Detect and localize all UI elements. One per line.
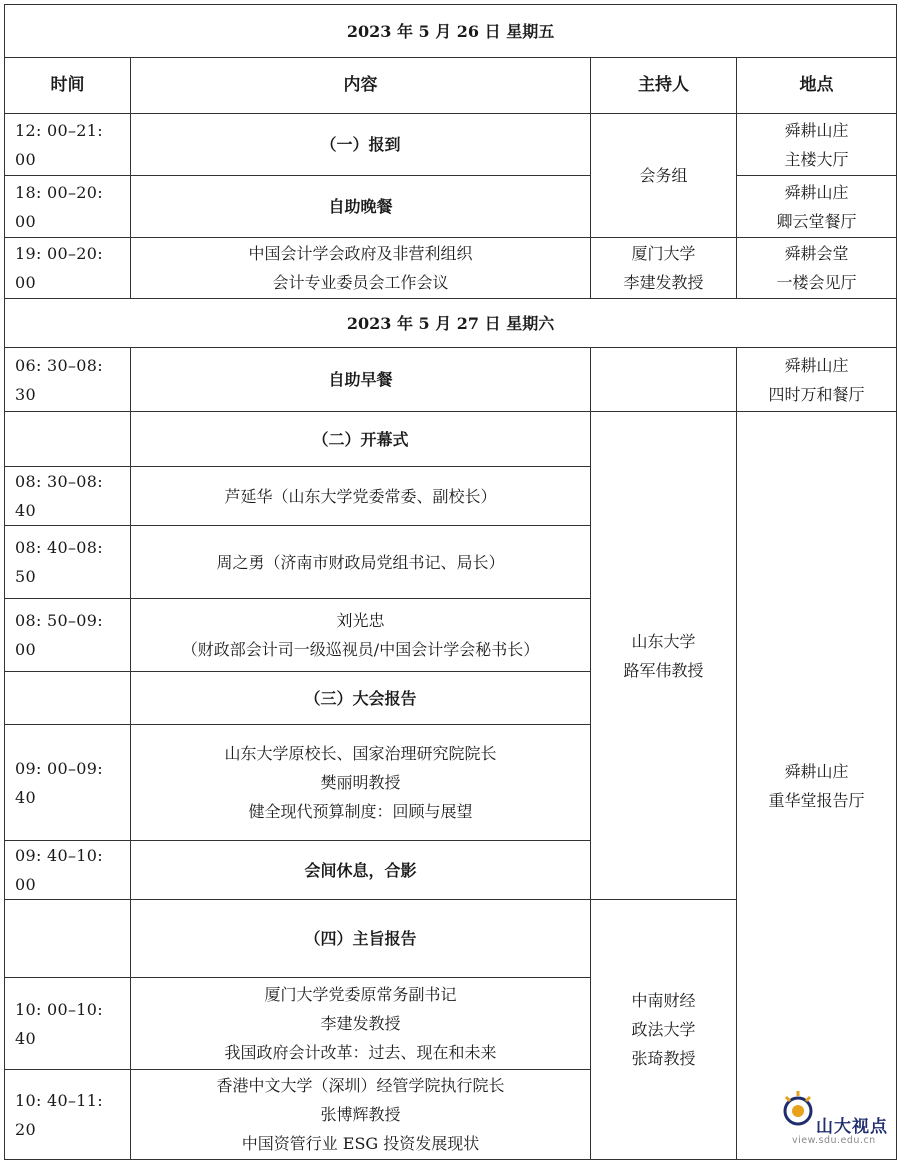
host-cell: 会务组 (591, 114, 737, 238)
host-line: 张琦教授 (631, 1049, 696, 1068)
section-row (5, 412, 897, 467)
content-cell (131, 1070, 591, 1160)
time-cell: 10: 00–10: 40 (5, 978, 131, 1070)
content-line: 李建发教授 (320, 1014, 401, 1033)
content-cell: 会间休息，合影 (131, 841, 591, 900)
place-cell (737, 176, 897, 238)
table-row (5, 176, 897, 238)
place-line: 舜耕山庄 (784, 120, 849, 140)
header-row (5, 58, 897, 114)
place-line: 主楼大厅 (784, 149, 849, 169)
time-cell: 08: 50–09: 00 (5, 599, 131, 672)
time-cell-empty (5, 412, 131, 467)
section-title: （二）开幕式 (131, 412, 591, 467)
host-line: 厦门大学 (631, 244, 696, 263)
content-line: 山东大学原校长、国家治理研究院院长 (224, 744, 497, 763)
time-cell: 09: 00–09: 40 (5, 725, 131, 841)
host-line: 政法大学 (631, 1020, 696, 1039)
content-cell (131, 725, 591, 841)
time-cell-empty (5, 900, 131, 978)
time-cell: 06: 30–08: 30 (5, 348, 131, 412)
time-cell: 08: 40–08: 50 (5, 526, 131, 599)
header-content: 内容 (131, 58, 591, 114)
time-cell: 10: 40–11: 20 (5, 1070, 131, 1160)
table-row (5, 348, 897, 412)
content-cell: 自助早餐 (131, 348, 591, 412)
header-place: 地点 (737, 58, 897, 114)
content-line: 我国政府会计改革：过去、现在和未来 (224, 1043, 497, 1062)
watermark-name: 山大视点 (816, 1117, 888, 1137)
table-row (5, 238, 897, 299)
place-line: 四时万和餐厅 (768, 384, 865, 404)
day2-row (5, 299, 897, 348)
time-cell: 09: 40–10: 00 (5, 841, 131, 900)
place-cell (737, 238, 897, 299)
place-line: 舜耕山庄 (784, 355, 849, 375)
place-cell (737, 348, 897, 412)
place-line: 舜耕会堂 (784, 244, 849, 263)
content-line: 中国资管行业 ESG 投资发展现状 (241, 1134, 480, 1153)
place-cell (737, 114, 897, 176)
place-line: 一楼会见厅 (776, 273, 857, 292)
content-line: （财政部会计司一级巡视员/中国会计学会秘书长） (181, 640, 540, 659)
place-line: 舜耕山庄 (784, 761, 849, 781)
content-cell (131, 599, 591, 672)
header-time: 时间 (5, 58, 131, 114)
schedule-table (4, 4, 897, 1160)
host-cell (591, 238, 737, 299)
content-line: 厦门大学党委原常务副书记 (264, 985, 457, 1004)
place-cell (737, 412, 897, 1160)
content-cell: 自助晚餐 (131, 176, 591, 238)
time-cell-empty (5, 672, 131, 725)
content-cell: 芦延华（山东大学党委常委、副校长） (131, 467, 591, 526)
header-host: 主持人 (591, 58, 737, 114)
host-line: 中南财经 (631, 991, 696, 1010)
host-cell (591, 412, 737, 900)
time-cell: 18: 00–20: 00 (5, 176, 131, 238)
place-line: 卿云堂餐厅 (776, 211, 857, 231)
content-line: 会计专业委员会工作会议 (272, 273, 449, 292)
host-line: 李建发教授 (623, 273, 704, 292)
day1-row (5, 5, 897, 58)
table-row (5, 114, 897, 176)
day2-title: 2023 年 5 月 27 日 星期六 (5, 299, 897, 348)
content-line: 香港中文大学（深圳）经管学院执行院长 (216, 1076, 505, 1095)
content-cell: 周之勇（济南市财政局党组书记、局长） (131, 526, 591, 599)
content-line: 刘光忠 (336, 611, 385, 630)
host-cell (591, 900, 737, 1160)
content-line: 张博辉教授 (320, 1105, 401, 1124)
section-title: （三）大会报告 (131, 672, 591, 725)
place-line: 舜耕山庄 (784, 182, 849, 202)
content-line: 中国会计学会政府及非营利组织 (248, 244, 473, 263)
content-line: 樊丽明教授 (320, 773, 401, 792)
time-cell: 12: 00–21: 00 (5, 114, 131, 176)
content-cell (131, 978, 591, 1070)
time-cell: 19: 00–20: 00 (5, 238, 131, 299)
content-line: 健全现代预算制度：回顾与展望 (248, 802, 473, 821)
place-line: 重华堂报告厅 (768, 790, 865, 810)
content-cell: （一）报到 (131, 114, 591, 176)
host-line: 山东大学 (631, 631, 696, 651)
content-cell (131, 238, 591, 299)
host-line: 路军伟教授 (623, 660, 704, 680)
watermark-url: view.sdu.edu.cn (792, 1135, 876, 1146)
host-cell-empty (591, 348, 737, 412)
day1-title: 2023 年 5 月 26 日 星期五 (5, 5, 897, 58)
time-cell: 08: 30–08: 40 (5, 467, 131, 526)
section-title: （四）主旨报告 (131, 900, 591, 978)
